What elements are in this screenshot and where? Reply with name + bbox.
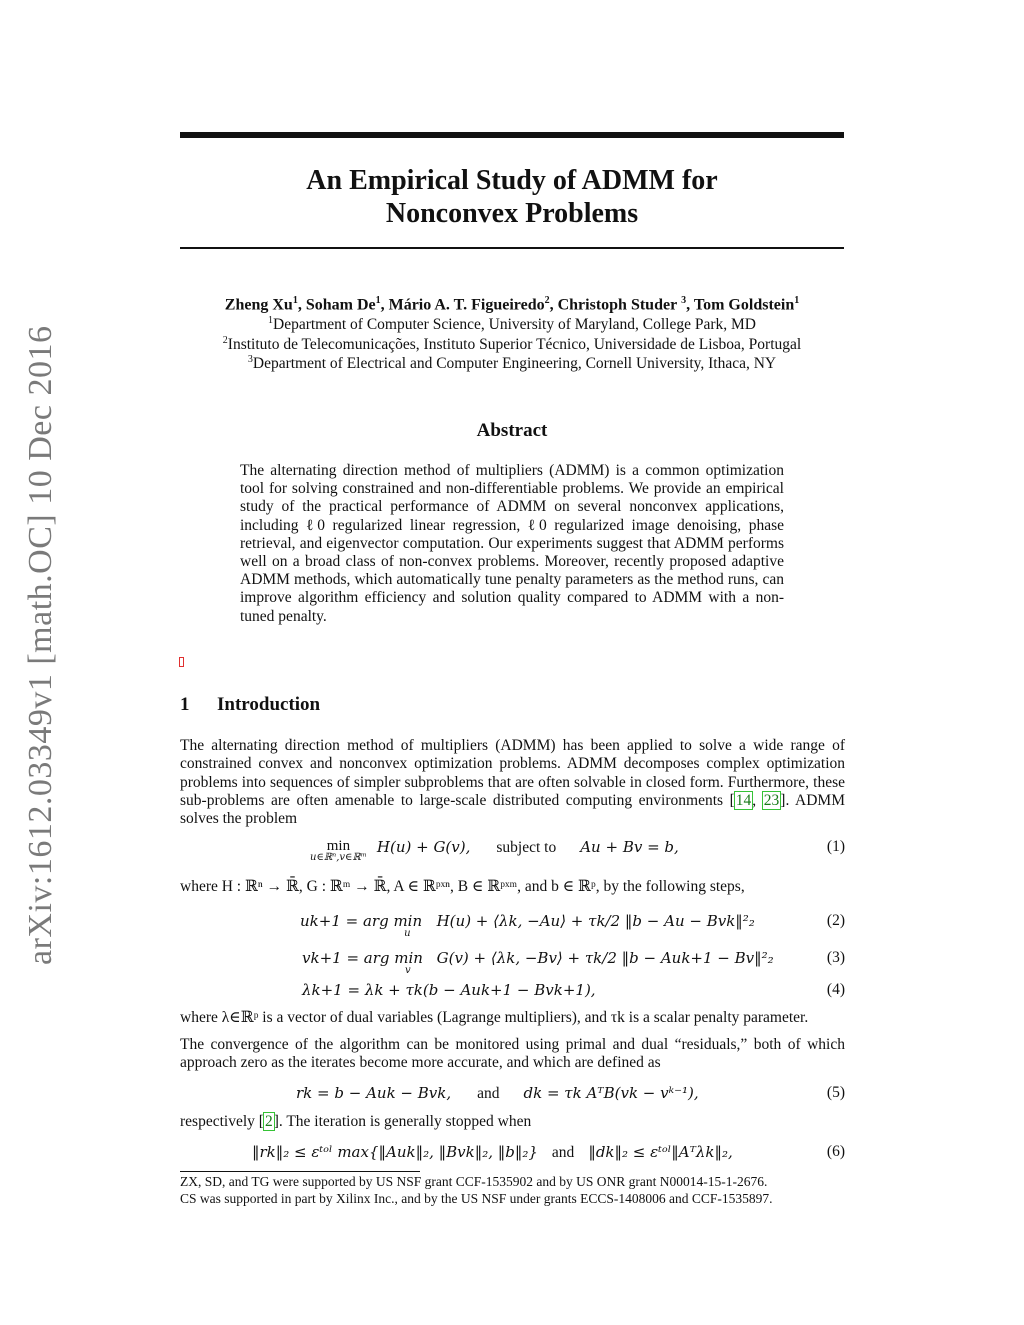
- eq1-subscript: u∈ℝⁿ,v∈ℝᵐ: [310, 852, 367, 863]
- paper-title: [180, 164, 844, 230]
- eq3-lhs: vk+1 = arg min: [302, 949, 423, 967]
- equation-number-1: (1): [826, 838, 845, 855]
- eq5-and: and: [477, 1085, 500, 1102]
- eq2-sub: u: [404, 928, 411, 939]
- affiliation-number: 2: [222, 335, 228, 346]
- equation-number-4: (4): [826, 981, 845, 998]
- affiliation-3: $^3$Department of Electrical and Computer Engineering, Cornell University, Ithaca, NY: [247, 354, 777, 373]
- author-list: Zheng Xu$^1$, Soham De$^1$, Mário A. T. Figueiredo$^2$, Christoph Studer $^3$, Tom Goldstein$^1$: [224, 295, 800, 314]
- equation-number-2: (2): [826, 912, 845, 929]
- eq3-sub: v: [404, 965, 411, 976]
- title-bottom-rule: [180, 247, 844, 249]
- affiliation-mark: 3: [681, 295, 687, 306]
- equation-6: [252, 1143, 733, 1162]
- section-heading-introduction: [180, 694, 320, 716]
- citation-link[interactable]: 23: [763, 791, 780, 809]
- equation-number-6: (6): [826, 1143, 845, 1160]
- eq2-lhs: uk+1 = arg min: [300, 912, 423, 930]
- abstract-text: The alternating direction method of multipliers (ADMM) is a common optimization tool for solving constrained and non-differentiable problems. We provide an empirical study of the practical performance of ADMM on several nonconvex applications, including ℓ0 regularized linear regression, ℓ0 regularized image denoising, phase retrieval, and eigenvector computation. Our experiments suggest that ADMM performs well on a broad class of non-convex problems. Moreover, recently proposed adaptive ADMM methods, which automatically tune penalty parameters as the method runs, can improve algorithm efficiency and solution quality compared to ADMM with a non-tuned penalty.: [240, 462, 784, 625]
- eq5-right: dk = τk AᵀB(vk − vᵏ⁻¹),: [523, 1084, 699, 1102]
- affiliation-mark: 1: [292, 295, 298, 306]
- eq1-objective: H(u) + G(v),: [376, 838, 471, 856]
- intro-paragraph: The alternating direction method of multipliers (ADMM) has been applied to solve a wide range of constrained convex and nonconvex optimization problems. ADMM decomposes complex optimization problems into sequences of simpler subproblems that are often solvable in closed form. Furthermore, these sub-problems are often amenable to large-scale distributed computing environments [14, 23]. ADMM solves the problem: [180, 737, 845, 828]
- eq5-left: rk = b − Auk − Bvk,: [296, 1084, 452, 1102]
- affiliation-mark: 1: [794, 295, 800, 306]
- section-number: 1: [180, 694, 190, 715]
- abstract-heading: Abstract: [476, 420, 548, 441]
- eq6-and: and: [551, 1144, 575, 1161]
- eq6-right: ‖dk‖₂ ≤ εᵗᵒˡ‖Aᵀλk‖₂,: [588, 1143, 733, 1161]
- respectively-paragraph: respectively [2]. The iteration is generally stopped when: [180, 1113, 532, 1130]
- equation-2: [300, 912, 755, 939]
- equation-5: [296, 1084, 699, 1103]
- title-line-1: An Empirical Study of ADMM for: [306, 165, 718, 196]
- affiliation-number: 3: [247, 354, 253, 365]
- footnote-funding-1: ZX, SD, and TG were supported by US NSF grant CCF-1535902 and by US ONR grant N00014-15-1-2676.: [180, 1174, 768, 1189]
- section-title: Introduction: [217, 694, 321, 715]
- convergence-paragraph: The convergence of the algorithm can be monitored using primal and dual “residuals,” both of which approach zero as the iterates become more accurate, and which are defined as: [180, 1036, 845, 1072]
- equation-3: [302, 949, 774, 976]
- footnote-funding-2: CS was supported in part by Xilinx Inc., and by the US NSF under grants ECCS-1408006 and CCF-1535897.: [180, 1191, 773, 1206]
- author-name: Mário A. T. Figueiredo: [388, 296, 545, 314]
- margin-marker: [179, 657, 184, 667]
- title-top-rule: [180, 132, 844, 138]
- footnote-rule: [180, 1171, 420, 1172]
- affiliation-1: $^1$Department of Computer Science, University of Maryland, College Park, MD: [268, 315, 756, 334]
- where-paragraph-2: where λ∈ℝᵖ is a vector of dual variables (Lagrange multipliers), and τk is a scalar penalty parameter.: [180, 1009, 809, 1026]
- eq2-rhs: H(u) + ⟨λk, −Au⟩ + τk/2 ‖b − Au − Bvk‖²₂: [436, 912, 755, 930]
- citation-link[interactable]: 2: [264, 1113, 273, 1130]
- citation-link[interactable]: 14: [735, 791, 752, 809]
- eq3-rhs: G(v) + ⟨λk, −Bv⟩ + τk/2 ‖b − Auk+1 − Bv‖²₂: [436, 949, 774, 967]
- author-name: Zheng Xu: [224, 296, 293, 314]
- equation-number-3: (3): [826, 949, 845, 966]
- author-name: Soham De: [305, 296, 376, 314]
- where-paragraph-1: where H : ℝⁿ → ℝ̄, G : ℝᵐ → ℝ̄, A ∈ ℝᵖˣⁿ, B ∈ ℝᵖˣᵐ, and b ∈ ℝᵖ, by the following steps,: [180, 878, 745, 895]
- affiliation-mark: 2: [544, 295, 550, 306]
- affiliation-2: $^2$Instituto de Telecomunicações, Instituto Superior Técnico, Universidade de Lisboa, Portugal: [222, 335, 802, 354]
- affiliation-number: 1: [268, 315, 274, 326]
- equation-4: λk+1 = λk + τk(b − Auk+1 − Bvk+1),: [302, 981, 596, 999]
- affiliation-mark: 1: [375, 295, 381, 306]
- eq6-left: ‖rk‖₂ ≤ εᵗᵒˡ max{‖Auk‖₂, ‖Bvk‖₂, ‖b‖₂}: [252, 1143, 538, 1161]
- title-line-2: Nonconvex Problems: [385, 198, 639, 229]
- eq1-subject-to: subject to: [496, 839, 557, 856]
- equation-number-5: (5): [826, 1084, 845, 1101]
- author-name: Christoph Studer: [557, 296, 678, 314]
- eq1-min: min: [326, 838, 351, 854]
- equation-1: [310, 838, 679, 863]
- eq1-constraint: Au + Bv = b,: [580, 838, 679, 856]
- author-name: Tom Goldstein: [693, 296, 795, 314]
- arxiv-sidebar-stamp: arXiv:1612.03349v1 [math.OC] 10 Dec 2016: [22, 325, 59, 965]
